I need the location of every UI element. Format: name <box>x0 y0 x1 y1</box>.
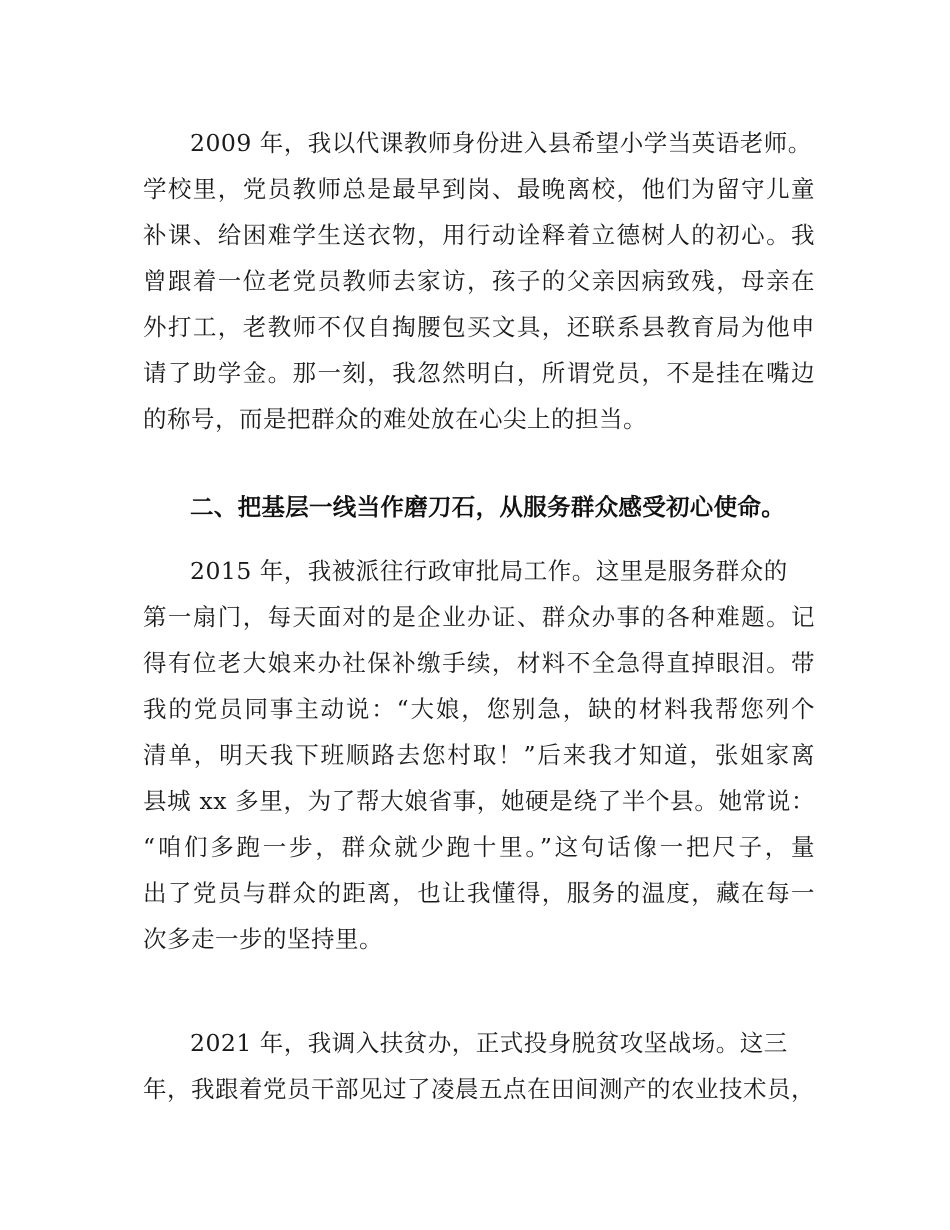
paragraph-line: 2021 年，我调入扶贫办，正式投身脱贫攻坚战场。这三 <box>190 1029 788 1057</box>
paragraph-2 <box>143 548 815 962</box>
paragraph-line: 曾跟着一位老党员教师去家访，孩子的父亲因病致残，母亲在 <box>143 267 815 295</box>
paragraph-line: 外打工，老教师不仅自掏腰包买文具，还联系县教育局为他申 <box>143 313 815 341</box>
paragraph-line: 县城 xx 多里，为了帮大娘省事，她硬是绕了半个县。她常说： <box>143 787 815 815</box>
section-heading: 二、把基层一线当作磨刀石，从服务群众感受初心使命。 <box>190 493 785 521</box>
paragraph-line: 请了助学金。那一刻，我忽然明白，所谓党员，不是挂在嘴边 <box>143 359 815 387</box>
paragraph-line: 的称号，而是把群众的难处放在心尖上的担当。 <box>143 405 647 433</box>
paragraph-line: 2015 年，我被派往行政审批局工作。这里是服务群众的 <box>190 557 788 585</box>
paragraph-line: 出了党员与群众的距离，也让我懂得，服务的温度，藏在每一 <box>143 879 815 907</box>
paragraph-line: 得有位老大娘来办社保补缴手续，材料不全急得直掉眼泪。带 <box>143 649 815 677</box>
paragraph-1 <box>143 120 815 442</box>
paragraph-line: 学校里，党员教师总是最早到岗、最晚离校，他们为留守儿童 <box>143 175 815 203</box>
paragraph-3 <box>143 1020 815 1112</box>
paragraph-line: 次多走一步的坚持里。 <box>143 925 383 953</box>
paragraph-line: 2009 年，我以代课教师身份进入县希望小学当英语老师。 <box>190 129 812 157</box>
paragraph-line: 补课、给困难学生送衣物，用行动诠释着立德树人的初心。我 <box>143 221 815 249</box>
paragraph-line: 清单，明天我下班顺路去您村取！”后来我才知道，张姐家离 <box>143 741 815 769</box>
paragraph-line: “咱们多跑一步，群众就少跑十里。”这句话像一把尺子，量 <box>143 833 815 861</box>
paragraph-line: 年，我跟着党员干部见过了凌晨五点在田间测产的农业技术员， <box>143 1075 815 1103</box>
paragraph-line: 第一扇门，每天面对的是企业办证、群众办事的各种难题。记 <box>143 603 815 631</box>
paragraph-line: 我的党员同事主动说：“大娘，您别急，缺的材料我帮您列个 <box>143 695 815 723</box>
